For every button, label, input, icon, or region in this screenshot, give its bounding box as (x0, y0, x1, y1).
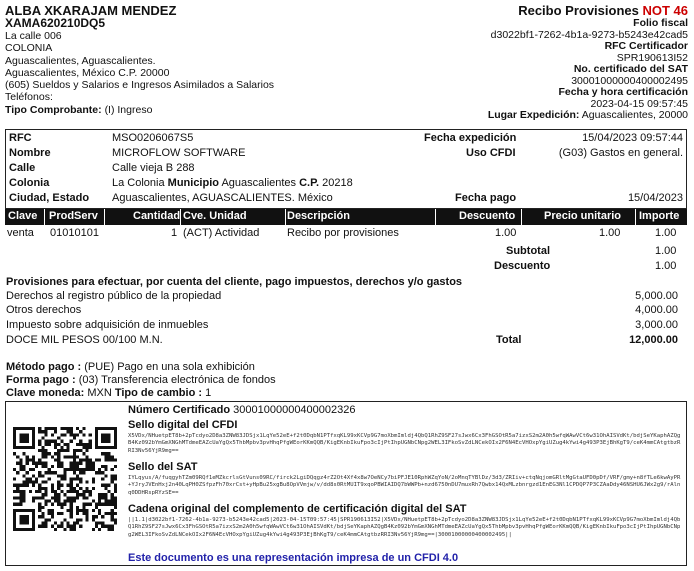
chain-label: Cadena original del complemento de certificación digital del SAT (128, 503, 467, 515)
receipt-number: NOT 46 (642, 3, 688, 18)
issuer-city-state: Aguascalientes, Aguascalientes. (5, 54, 156, 67)
issuer-phones-label: Teléfonos: (5, 91, 53, 104)
sat-cert-label: No. certificado del SAT (573, 63, 688, 75)
client-city: Aguascalientes, AGUASCALIENTES. México (112, 192, 333, 204)
items-header (5, 209, 687, 225)
client-row-name (6, 147, 686, 162)
provision-label: Derechos al registro público de la propiedad (6, 290, 222, 302)
cell-precio-unitario: 1.00 (599, 227, 621, 239)
issuer-colony: COLONIA (5, 42, 53, 55)
payment-form-label: Forma pago : (6, 374, 76, 386)
col-separator (635, 209, 636, 225)
col-prodserv: ProdServ (49, 210, 98, 222)
cfdi-footer-note: Este documento es una representación impresa de un CFDI 4.0 (128, 552, 459, 564)
cell-descuento: 1.00 (495, 227, 517, 239)
currency-info (6, 387, 211, 400)
client-rfc-label: RFC (9, 132, 32, 144)
table-row (5, 227, 687, 241)
sat-cert-value: 30001000000400002495 (571, 74, 688, 87)
col-clave: Clave (8, 210, 38, 222)
client-municipio: Aguascalientes (221, 177, 297, 189)
total-in-words: DOCE MIL PESOS 00/100 M.N. (6, 334, 163, 346)
sat-seal-label: Sello del SAT (128, 461, 198, 473)
expedition-place-label: Lugar Expedición: (487, 109, 580, 121)
cfdi-use-label: Uso CFDI (466, 147, 516, 159)
col-cantidad: Cantidad (133, 210, 181, 222)
rfc-cert-label: RFC Certificador (604, 40, 688, 52)
col-separator (285, 209, 286, 225)
currency-value: MXN (87, 387, 112, 399)
receipt-block (358, 4, 688, 122)
col-descuento: Descuento (459, 210, 516, 222)
payment-method-value: (PUE) Pago en una sola exhibición (84, 361, 255, 373)
payment-method-label: Método pago : (6, 361, 82, 373)
original-chain: ||1.1|d3022bf1-7262-4b1a-9273-b5243e42cad5|2023-04-15T09:57:45|SPR190613I52|X5VDx/NHuetpET8b+2pTcdyo2D8a3ZNW83JDSjx1LqYe52eE+f2t0DqbN1PTfxqKL99xKCVp9G7moXbmImldj4QbQ1RhZ9SF27sJwx6Cx3FhGSOtR5a7izxS2m2A0h5wfqWAwVCt6w31OhAISVdKt/bdjSeYKaphAZQgB4Kz092bYmGmXNGhMTdmeEAZcUaYgQx5ThbMpbv3pvHhqPfgWEorKKmQQB/KigEKnbIkuFpo3cIjPtIhpUGNbCNpg2WEL3IFkoSvZdLNCekOIx2F6N4EcVHOxpYgiUZug4kYwi4g493P3EjBhKgT9/ceK4mmCAtgtbzRRI3Nv56YjR9mg==|30001000000400002495|| (128, 517, 681, 538)
cell-cantidad: 1 (171, 227, 178, 239)
client-street-label: Calle (9, 162, 36, 174)
col-separator (435, 209, 436, 225)
list-item (6, 319, 678, 333)
provision-label: Otros derechos (6, 304, 82, 316)
cfdi-seal-label: Sello digital del CFDI (128, 419, 238, 431)
list-item (6, 290, 678, 304)
provision-amount: 5,000.00 (635, 290, 678, 302)
rfc-cert-value: SPR190613I52 (616, 51, 688, 64)
issue-date-label: Fecha expedición (424, 132, 517, 144)
col-separator (44, 209, 45, 225)
discount-label-text: Descuento (494, 260, 551, 272)
qr-code-icon (13, 427, 117, 531)
cert-number-value: 30001000000400002326 (233, 404, 356, 416)
cell-prodserv: 01010101 (50, 227, 99, 239)
issue-date: 15/04/2023 09:57:44 (582, 132, 683, 144)
sat-seal: IYLqyus/A/fuqgyhTZm09RQf1eMZkcrlsGtVuns09RC/firck2LgiDQqgz4rZ2Ot4Xf4x8w7OeNCy7biPFJE10RphWZqYoN/2oMnqTYBlDz/3d3/ZRIiv+ctqNqjomGRltMgGtaUFD0pDf/VRF/gmy+n8fTLe6kwAyPR+YJryJVEnHxj2n40LqPH0ZSfpzFh70xrCst+yHpBu25xgBu8OpVVmjw/v/dd8s0RtMUIT9xqoPBWIAIDQ7bWWPb+nzd6750nDU7muxRh7Qwbx14QxMLzbnrgzd1EnEG3Nl1CPDQP7P3CZAaDdy46NSHU6JWx2g9/rAlnq0DDHRspRYzSE== (128, 475, 681, 496)
payment-method (6, 361, 255, 374)
list-item (6, 304, 678, 318)
col-separator (180, 209, 181, 225)
subtotal-label-text: Subtotal (506, 245, 550, 257)
client-box (5, 129, 687, 209)
receipt-title (358, 4, 688, 18)
discount-label (494, 260, 550, 273)
subtotal-label (506, 245, 550, 258)
issuer-street: La calle 006 (5, 30, 62, 42)
client-row-rfc (6, 132, 686, 147)
client-cp-label: C.P. (299, 177, 320, 189)
cert-number-label: Número Certificado (128, 404, 231, 416)
exchange-rate-label: Tipo de cambio : (114, 387, 203, 399)
cell-descripcion: Recibo por provisiones (287, 227, 399, 239)
voucher-type-label: Tipo Comprobante: (5, 103, 102, 116)
provision-label: Impuesto sobre adquisición de inmuebles (6, 319, 209, 331)
total-label: Total (496, 334, 522, 346)
total-row (6, 334, 678, 348)
col-separator (521, 209, 522, 225)
cert-datetime-value: 2023-04-15 09:57:45 (590, 97, 688, 110)
folio-value: d3022bf1-7262-4b1a-9273-b5243e42cad5 (490, 28, 688, 41)
cell-clave: venta (7, 227, 34, 239)
issuer-rfc: XAMA620210DQ5 (5, 16, 106, 30)
issuer-regime: (605) Sueldos y Salarios e Ingresos Asimilados a Salarios (5, 79, 275, 92)
issuer-location: Aguascalientes, México C.P. 20000 (5, 66, 170, 79)
folio-label: Folio fiscal (633, 17, 688, 29)
client-row-street (6, 162, 686, 177)
total-value: 12,000.00 (629, 334, 678, 346)
exchange-rate-value: 1 (205, 387, 212, 399)
payment-form (6, 374, 276, 387)
payment-form-value: (03) Transferencia electrónica de fondos (78, 374, 276, 386)
client-colony-value: La Colonia (112, 177, 165, 189)
cfdi-seal: X5VDx/NHuetpET8b+2pTcdyo2D8a3ZNW83JDSjx1LqYe52eE+f2t0DqbN1PTfxqKL99xKCVp9G7moXbmImldj4QbQ1RhZ9SF27sJwx6Cx3FhGSOtR5a7izxS2m2A0h5wfqWAwVCt6w31OhAISVdKt/bdjSeYKaphAZQgB4Kz092bYmGmXNGhMTdmeEAZcUaYgQx5ThbMpbv3pvHhqPfgWEorKKmQQB/KigEKnbIkuFpo3cIjPtIhpUGNbCNpg2WEL3IFkoSvZdLNCekOIx2F6N4EcVHOxpYgiUZug4kYwi4g493P3EjBhKgT9/ceK4mmCAtgtbzRRI3Nv56YjR9mg== (128, 433, 681, 454)
col-cve-unidad: Cve. Unidad (183, 210, 247, 222)
col-separator (104, 209, 105, 225)
expedition-place (358, 110, 688, 122)
cert-number (128, 404, 682, 417)
provision-amount: 4,000.00 (635, 304, 678, 316)
client-name: MICROFLOW SOFTWARE (112, 147, 246, 159)
client-row-city (6, 192, 686, 207)
client-cp: 20218 (322, 177, 353, 189)
voucher-type-value: (I) Ingreso (104, 103, 153, 116)
cell-cve-unidad: (ACT) Actividad (183, 227, 260, 239)
client-name-label: Nombre (9, 147, 51, 159)
pay-date-label: Fecha pago (455, 192, 517, 204)
col-descripcion: Descripción (287, 210, 350, 222)
client-colony-label: Colonia (9, 177, 50, 189)
client-city-label: Ciudad, Estado (9, 192, 90, 204)
currency-label: Clave moneda: (6, 387, 85, 399)
cfdi-use: (G03) Gastos en general. (558, 147, 683, 159)
cert-datetime-label: Fecha y hora certificación (558, 86, 688, 98)
client-row-colony (6, 177, 686, 192)
certificate-box (5, 401, 687, 566)
issuer-name: ALBA XKARAJAM MENDEZ (5, 3, 177, 18)
client-street: Calle vieja B 288 (112, 162, 195, 174)
pay-date: 15/04/2023 (627, 192, 683, 204)
expedition-place-value: Aguascalientes, 20000 (581, 109, 688, 121)
col-precio-unitario: Precio unitario (544, 210, 622, 222)
receipt-title-text: Recibo Provisiones (518, 3, 639, 18)
client-colony (112, 177, 353, 190)
provisions-title: Provisiones para efectuar, por cuenta del cliente, pago impuestos, derechos y/o gastos (6, 276, 463, 288)
discount-value: 1.00 (655, 260, 677, 272)
subtotal-value: 1.00 (655, 245, 677, 257)
provision-amount: 3,000.00 (635, 319, 678, 331)
client-rfc: MSO0206067S5 (112, 132, 194, 144)
col-importe: Importe (639, 210, 680, 222)
cell-importe: 1.00 (655, 227, 677, 239)
client-municipio-label: Municipio (167, 177, 219, 189)
